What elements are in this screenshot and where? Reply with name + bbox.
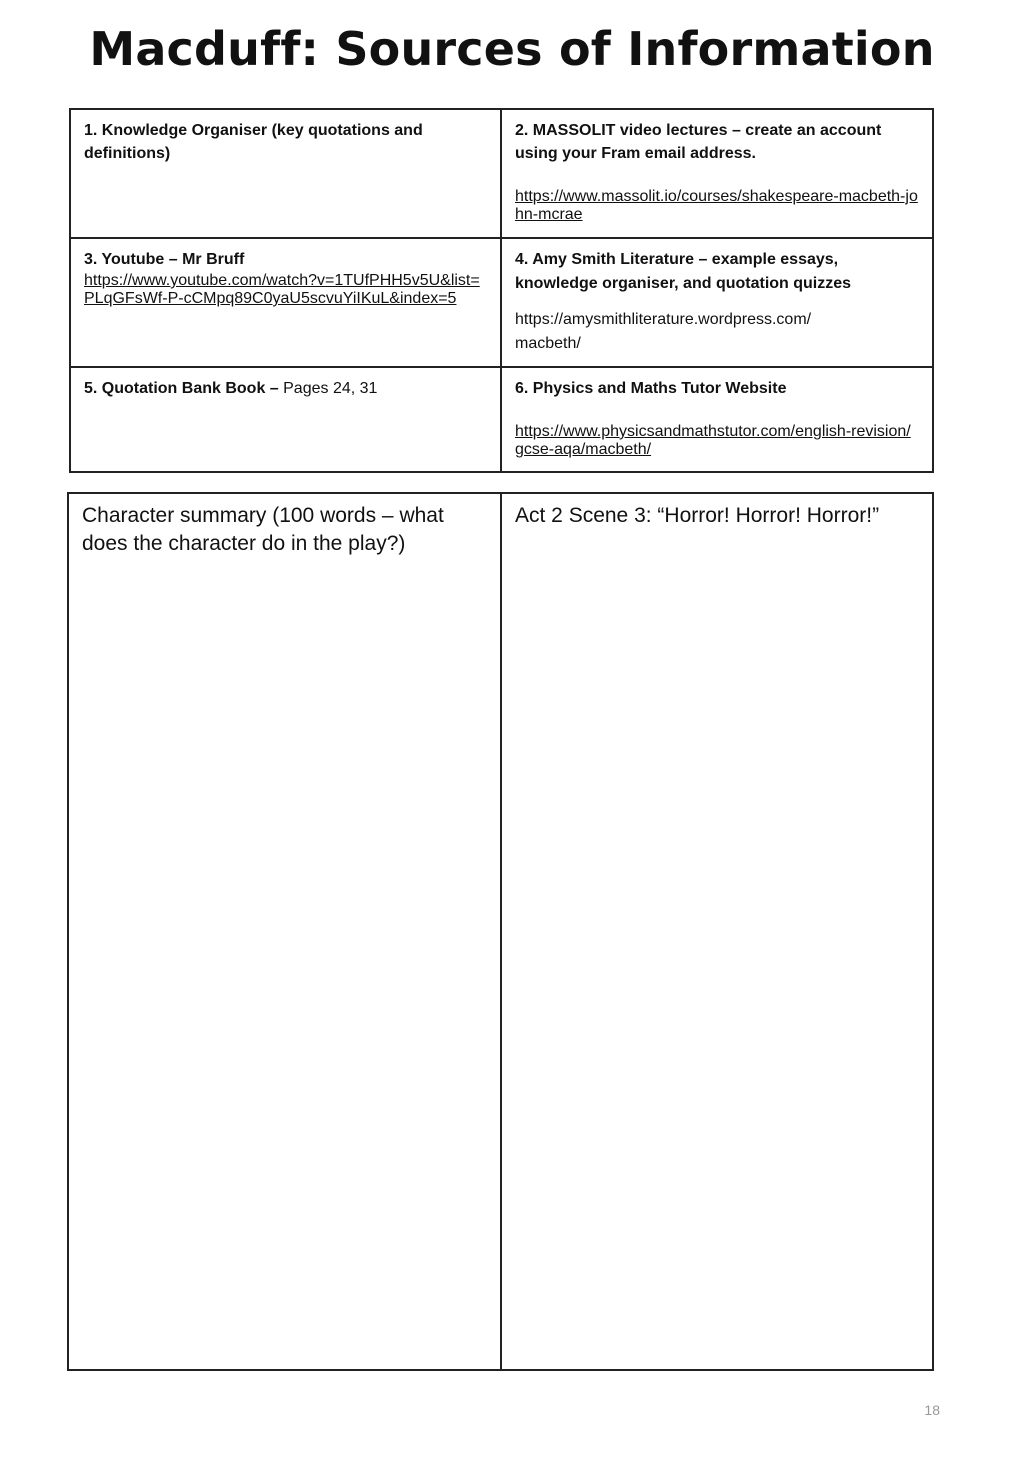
- act2-scene3-box[interactable]: [502, 494, 932, 1369]
- source-heading: 1. Knowledge Organiser (key quotations and definitions): [84, 122, 423, 162]
- amy-smith-url-line1: https://amysmithliterature.wordpress.com/: [515, 311, 812, 328]
- source-cell-massolit: [502, 110, 932, 239]
- amy-smith-url[interactable]: [515, 308, 919, 356]
- pmt-link[interactable]: https://www.physicsandmathstutor.com/english-revision/gcse-aqa/macbeth/: [515, 423, 911, 458]
- source-heading: 3. Youtube – Mr Bruff: [84, 251, 245, 268]
- page-number: 18: [924, 1402, 940, 1418]
- character-summary-prompt: Character summary (100 words – what does the character do in the play?): [82, 504, 444, 555]
- page-title: Macduff: Sources of Information: [89, 22, 935, 76]
- act2-scene3-prompt: Act 2 Scene 3: “Horror! Horror! Horror!”: [515, 504, 880, 527]
- amy-smith-url-line2: macbeth/: [515, 335, 581, 352]
- massolit-link[interactable]: https://www.massolit.io/courses/shakespeare-macbeth-john-mcrae: [515, 188, 918, 223]
- source-heading: 6. Physics and Maths Tutor Website: [515, 380, 787, 397]
- source-cell-knowledge-organiser: [71, 110, 502, 239]
- youtube-link[interactable]: https://www.youtube.com/watch?v=1TUfPHH5v5U&list=PLqGFsWf-P-cCMpq89C0yaU5scvuYiIKuL&index=5: [84, 272, 480, 307]
- source-cell-youtube: [71, 239, 502, 368]
- source-cell-quotation-bank: [71, 368, 502, 471]
- character-summary-box[interactable]: [69, 494, 502, 1369]
- source-heading: 4. Amy Smith Literature – example essays, knowledge organiser, and quotation quizzes: [515, 251, 852, 292]
- source-detail: Pages 24, 31: [278, 380, 378, 397]
- notes-table: [67, 492, 934, 1371]
- source-cell-amy-smith: [502, 239, 932, 368]
- source-heading: 2. MASSOLIT video lectures – create an account using your Fram email address.: [515, 122, 882, 162]
- source-heading: 5. Quotation Bank Book –: [84, 380, 279, 397]
- sources-table: [69, 108, 934, 473]
- source-cell-pmt: [502, 368, 932, 471]
